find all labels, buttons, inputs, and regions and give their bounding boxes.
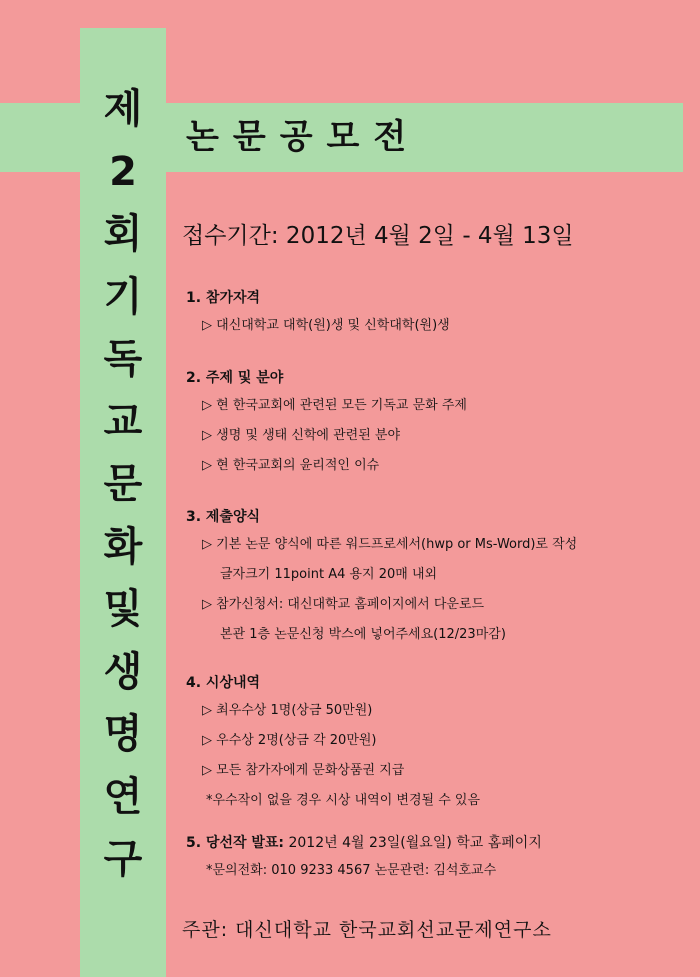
vertical-title-char: 화 [103,523,143,570]
vertical-title-char: 기 [103,273,143,320]
vertical-title [80,78,166,891]
section-item: ▷ 기본 논문 양식에 따른 워드프로세서(hwp or Ms-Word)로 작성 [202,537,578,552]
section-title [186,830,542,856]
vertical-title-char: 연 [103,773,143,820]
organizer-footer: 주관: 대신대학교 한국교회선교문제연구소 [182,919,552,941]
section-awards [186,670,480,816]
section-topics [186,365,467,481]
section-item: 글자크기 11point A4 용지 20매 내외 [220,567,438,582]
vertical-title-char: 교 [103,398,143,445]
vertical-title-char: 구 [103,836,143,882]
section-title-bold: 5. 당선작 발표: [186,835,285,851]
section-title: 1. 참가자격 [186,290,261,306]
section-item: ▷ 참가신청서: 대신대학교 홈페이지에서 다운로드 [202,597,485,612]
vertical-title-char: 문 [103,461,143,507]
section-note: *문의전화: 010 9233 4567 논문관련: 김석호교수 [206,863,497,878]
vertical-title-char: 제 [103,86,143,132]
submission-period: 접수기간: 2012년 4월 2일 - 4월 13일 [182,223,574,249]
vertical-title-char: 독 [103,336,143,382]
section-item: ▷ 현 한국교회의 윤리적인 이슈 [202,458,380,473]
section-announcement [186,830,542,886]
section-item: ▷ 생명 및 생태 신학에 관련된 분야 [202,428,401,443]
vertical-title-char: 생 [103,648,143,695]
section-item: ▷ 모든 참가자에게 문화상품권 지급 [202,763,405,778]
section-note: *우수작이 없을 경우 시상 내역이 변경될 수 있음 [206,793,481,808]
vertical-title-char: 및 [103,586,143,632]
section-item: 본관 1층 논문신청 박스에 넣어주세요(12/23마감) [220,627,506,642]
vertical-title-char: 2 [109,148,137,195]
section-format [186,504,577,650]
section-item: ▷ 우수상 2명(상금 각 20만원) [202,733,377,748]
section-title: 4. 시상내역 [186,675,261,691]
section-item: ▷ 최우수상 1명(상금 50만원) [202,703,373,718]
headline: 논문공모전 [186,117,421,157]
section-title: 2. 주제 및 분야 [186,370,284,386]
section-eligibility [186,285,450,341]
section-item: ▷ 현 한국교회에 관련된 모든 기독교 문화 주제 [202,398,467,413]
section-item: ▷ 대신대학교 대학(원)생 및 신학대학(원)생 [202,318,450,333]
section-title: 3. 제출양식 [186,509,261,525]
vertical-title-char: 명 [103,711,143,757]
section-title-rest: 2012년 4월 23일(월요일) 학교 홈페이지 [284,835,542,851]
vertical-title-char: 회 [103,211,143,257]
